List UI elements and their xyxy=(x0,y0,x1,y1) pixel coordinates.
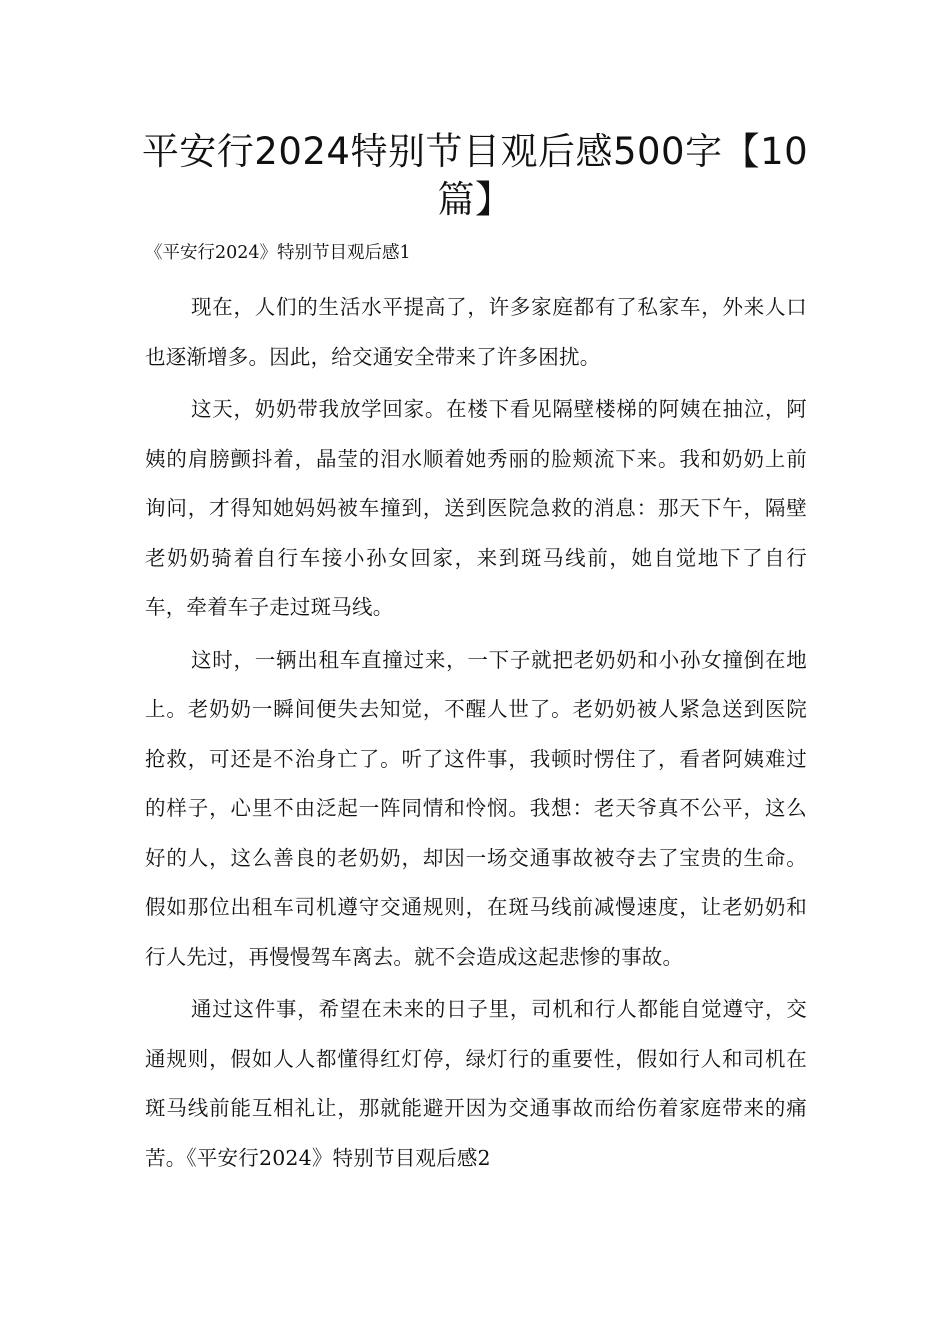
paragraph: 这天，奶奶带我放学回家。在楼下看见隔壁楼梯的阿姨在抽泣，阿姨的肩膀颤抖着，晶莹的泪水顺着她秀丽的脸颊流下来。我和奶奶上前询问，才得知她妈妈被车撞到，送到医院急救的消息：那天下午，隔壁老奶奶骑着自行车接小孙女回家，来到斑马线前，她自觉地下了自行车，牵着车子走过斑马线。 xyxy=(145,397,807,619)
document-body xyxy=(145,283,807,1186)
section-heading: 《平安行2024》特别节目观后感1 xyxy=(145,243,411,263)
paragraph: 通过这件事，希望在未来的日子里，司机和行人都能自觉遵守，交通规则，假如人人都懂得红灯停，绿灯行的重要性，假如行人和司机在斑马线前能互相礼让，那就能避开因为交通事故而给伤着家庭带来的痛苦。《平安行2024》特别节目观后感2 xyxy=(145,997,807,1170)
paragraph: 这时，一辆出租车直撞过来，一下子就把老奶奶和小孙女撞倒在地上。老奶奶一瞬间便失去知觉，不醒人世了。老奶奶被人紧急送到医院抢救，可还是不治身亡了。听了这件事，我顿时愣住了，看者阿姨难过的样子，心里不由泛起一阵同情和怜悯。我想：老天爷真不公平，这么好的人，这么善良的老奶奶，却因一场交通事故被夺去了宝贵的生命。假如那位出租车司机遵守交通规则，在斑马线前减慢速度，让老奶奶和行人先过，再慢慢驾车离去。就不会造成这起悲惨的事故。 xyxy=(145,647,807,969)
paragraph: 现在，人们的生活水平提高了，许多家庭都有了私家车，外来人口也逐渐增多。因此，给交通安全带来了许多困扰。 xyxy=(145,295,807,369)
document-title: 平安行2024特别节目观后感500字【10篇】 xyxy=(141,130,809,221)
